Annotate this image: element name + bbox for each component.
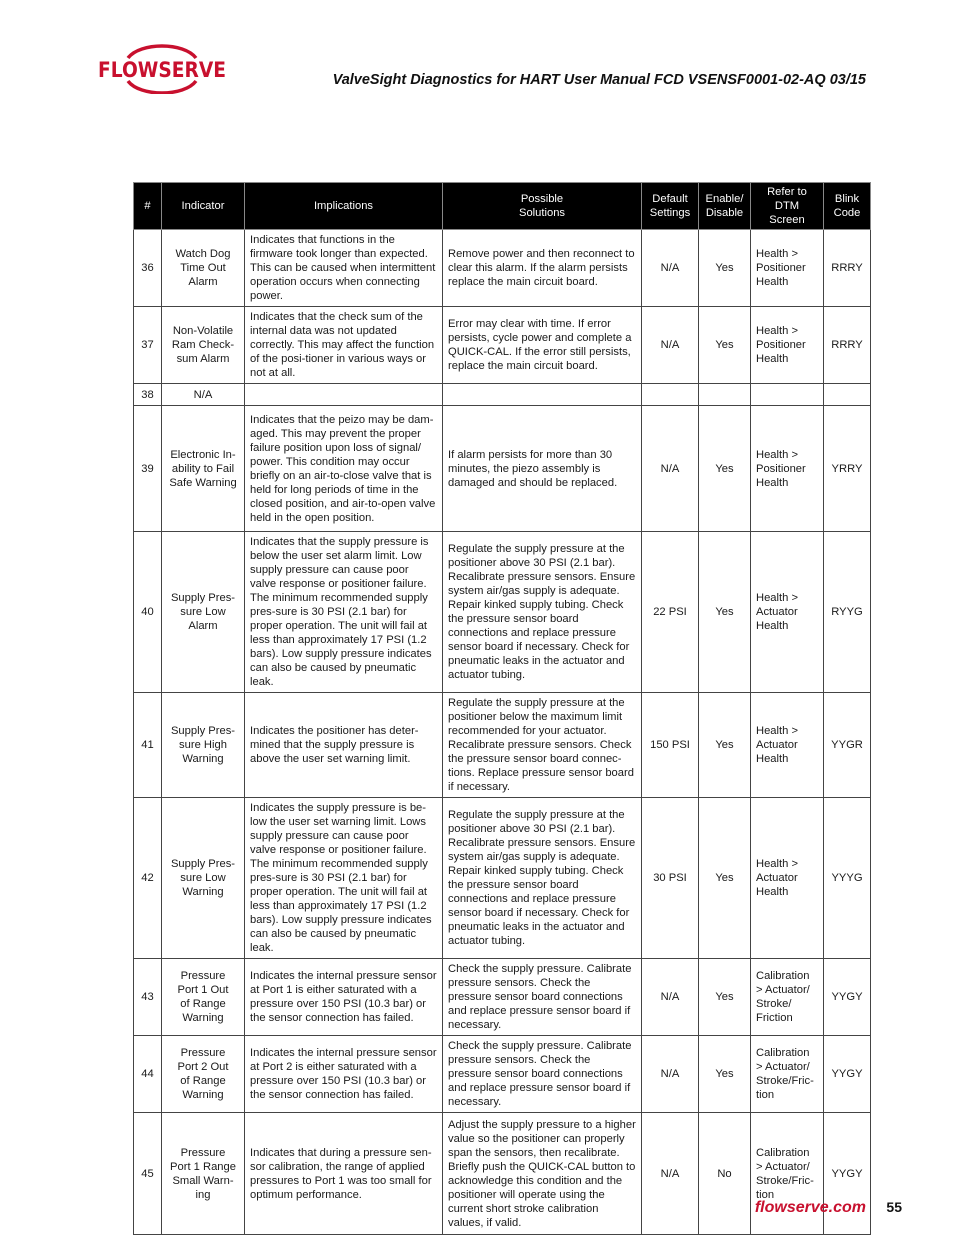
indicator-cell: Supply Pres- sure Low Warning	[162, 798, 245, 959]
default-setting-cell: N/A	[642, 959, 699, 1036]
default-setting-cell	[642, 384, 699, 406]
enable-disable-cell: Yes	[699, 1036, 751, 1113]
dtm-screen-cell	[751, 384, 824, 406]
default-setting-cell: N/A	[642, 406, 699, 532]
blink-code-cell: YYGR	[824, 693, 871, 798]
possible-solutions-cell: Check the supply pressure. Calibrate pressure sensors. Check the pressure sensor board connections and replace pressure sensor board if necessary.	[443, 959, 642, 1036]
possible-solutions-cell	[443, 384, 642, 406]
blink-code-cell: YYGY	[824, 1113, 871, 1235]
table-row	[134, 230, 871, 307]
dtm-screen-cell: Calibration > Actuator/ Stroke/Fric- tion	[751, 1113, 824, 1235]
row-number-cell: 39	[134, 406, 162, 532]
default-setting-cell: 22 PSI	[642, 532, 699, 693]
blink-code-cell: YYYG	[824, 798, 871, 959]
possible-solutions-cell: Regulate the supply pressure at the positioner above 30 PSI (2.1 bar). Recalibrate pressure sensors. Ensure system air/gas supply is adequate. Repair kinked supply tubing. Check the pressure sensor board connections and replace pressure sensor board if necessary. Check for pneumatic leaks in the actuator and actuator tubing.	[443, 798, 642, 959]
indicator-cell: Pressure Port 1 Out of Range Warning	[162, 959, 245, 1036]
implications-cell: Indicates that the peizo may be dam-aged. This may prevent the proper failure position upon loss of signal/ power. This condition may occur briefly on an air-to-close valve that is held for long periods of time in the closed position, and air-to-open valve held in the open position.	[245, 406, 443, 532]
possible-solutions-cell: Regulate the supply pressure at the positioner below the maximum limit recommended for your actuator. Recalibrate pressure sensors. Check the pressure sensor board connec-tions. Replace pressure sensor board if necessary.	[443, 693, 642, 798]
table-row	[134, 406, 871, 532]
implications-cell: Indicates that during a pressure sen-sor calibration, the range of applied pressures to Port 1 was too small for optimum performance.	[245, 1113, 443, 1235]
table-body	[134, 230, 871, 1235]
possible-solutions-cell: Check the supply pressure. Calibrate pressure sensors. Check the pressure sensor board connections and replace pressure sensor board if necessary.	[443, 1036, 642, 1113]
row-number-cell: 41	[134, 693, 162, 798]
dtm-screen-cell: Health > Positioner Health	[751, 307, 824, 384]
header-col-number: #	[134, 183, 162, 230]
dtm-screen-cell: Health > Actuator Health	[751, 532, 824, 693]
implications-cell: Indicates the positioner has deter-mined that the supply pressure is above the user set warning limit.	[245, 693, 443, 798]
implications-cell: Indicates the internal pressure sensor at Port 2 is either saturated with a pressure over 150 PSI (10.3 bar) or the sensor connection has failed.	[245, 1036, 443, 1113]
row-number-cell: 44	[134, 1036, 162, 1113]
row-number-cell: 43	[134, 959, 162, 1036]
indicator-cell: Supply Pres- sure Low Alarm	[162, 532, 245, 693]
implications-cell	[245, 384, 443, 406]
enable-disable-cell	[699, 384, 751, 406]
blink-code-cell: YYGY	[824, 1036, 871, 1113]
possible-solutions-cell: If alarm persists for more than 30 minutes, the piezo assembly is damaged and should be replaced.	[443, 406, 642, 532]
row-number-cell: 37	[134, 307, 162, 384]
footer-url[interactable]: flowserve.com	[754, 1199, 866, 1216]
blink-code-cell: YRRY	[824, 406, 871, 532]
header-col-blink-code: Blink Code	[824, 183, 871, 230]
blink-code-cell: YYGY	[824, 959, 871, 1036]
dtm-screen-cell: Calibration > Actuator/ Stroke/Fric- tion	[751, 1036, 824, 1113]
indicator-cell: Non-Volatile Ram Check- sum Alarm	[162, 307, 245, 384]
table-header-row	[134, 183, 871, 230]
enable-disable-cell: Yes	[699, 406, 751, 532]
blink-code-cell: RRRY	[824, 307, 871, 384]
indicator-cell: Supply Pres- sure High Warning	[162, 693, 245, 798]
dtm-screen-cell: Calibration > Actuator/ Stroke/ Friction	[751, 959, 824, 1036]
header-col-implications: Implications	[245, 183, 443, 230]
possible-solutions-cell: Error may clear with time. If error persists, cycle power and complete a QUICK-CAL. If the error still persists, replace the main circuit board.	[443, 307, 642, 384]
row-number-cell: 38	[134, 384, 162, 406]
dtm-screen-cell: Health > Actuator Health	[751, 798, 824, 959]
header-col-enable-disable: Enable/ Disable	[699, 183, 751, 230]
possible-solutions-cell: Remove power and then reconnect to clear this alarm. If the alarm persists replace the main circuit board.	[443, 230, 642, 307]
header-col-indicator: Indicator	[162, 183, 245, 230]
enable-disable-cell: Yes	[699, 798, 751, 959]
table-row	[134, 798, 871, 959]
table-row	[134, 693, 871, 798]
possible-solutions-cell: Adjust the supply pressure to a higher value so the positioner can properly span the sensors, then recalibrate. Briefly push the QUICK-CAL button to acknowledge this condition and the positioner will operate using the current short stroke calibration values, if valid.	[443, 1113, 642, 1235]
enable-disable-cell: Yes	[699, 230, 751, 307]
dtm-screen-cell: Health > Positioner Health	[751, 230, 824, 307]
table-row	[134, 307, 871, 384]
table-row	[134, 384, 871, 406]
indicator-cell: Pressure Port 2 Out of Range Warning	[162, 1036, 245, 1113]
default-setting-cell: N/A	[642, 307, 699, 384]
default-setting-cell: 30 PSI	[642, 798, 699, 959]
flowserve-logo	[96, 44, 230, 94]
implications-cell: Indicates that functions in the firmware took longer than expected. This can be caused when intermittent operation occurs when connecting power.	[245, 230, 443, 307]
enable-disable-cell: No	[699, 1113, 751, 1235]
diagnostics-table	[133, 182, 871, 1235]
enable-disable-cell: Yes	[699, 532, 751, 693]
implications-cell: Indicates the supply pressure is be-low the user set warning limit. Lows supply pressure can cause poor valve response or positioner failure. The minimum recommended supply pres-sure is 30 PSI (2.1 bar) for proper operation. The unit will fail at less than approximately 17 PSI (1.2 bars). Low supply pressure indicates can also be caused by pneumatic leak.	[245, 798, 443, 959]
enable-disable-cell: Yes	[699, 959, 751, 1036]
header-col-solutions: Possible Solutions	[443, 183, 642, 230]
header-col-dtm-screen: Refer to DTM Screen	[751, 183, 824, 230]
possible-solutions-cell: Regulate the supply pressure at the positioner above 30 PSI (2.1 bar). Recalibrate pressure sensors. Ensure system air/gas supply is adequate. Repair kinked supply tubing. Check the pressure sensor board connections and replace pressure sensor board if necessary. Check for pneumatic leaks in the actuator and actuator tubing.	[443, 532, 642, 693]
page-number: 55	[886, 1199, 902, 1215]
table-row	[134, 1036, 871, 1113]
implications-cell: Indicates that the supply pressure is below the user set alarm limit. Low supply pressure can cause poor valve response or positioner failure. The minimum recommended supply pres-sure is 30 PSI (2.1 bar) for proper operation. The unit will fail at less than approximately 17 PSI (1.2 bars). Low supply pressure indicates can also be caused by pneumatic leak.	[245, 532, 443, 693]
indicator-cell: Watch Dog Time Out Alarm	[162, 230, 245, 307]
row-number-cell: 36	[134, 230, 162, 307]
row-number-cell: 45	[134, 1113, 162, 1235]
implications-cell: Indicates that the check sum of the internal data was not updated correctly. This may affect the function of the posi-tioner in various ways or not at all.	[245, 307, 443, 384]
table-row	[134, 532, 871, 693]
enable-disable-cell: Yes	[699, 307, 751, 384]
dtm-screen-cell: Health > Actuator Health	[751, 693, 824, 798]
dtm-screen-cell: Health > Positioner Health	[751, 406, 824, 532]
default-setting-cell: N/A	[642, 1036, 699, 1113]
row-number-cell: 40	[134, 532, 162, 693]
default-setting-cell: 150 PSI	[642, 693, 699, 798]
indicator-cell: Pressure Port 1 Range Small Warn- ing	[162, 1113, 245, 1235]
implications-cell: Indicates the internal pressure sensor at Port 1 is either saturated with a pressure over 150 PSI (10.3 bar) or the sensor connection has failed.	[245, 959, 443, 1036]
logo-text: FLOWSERVE	[98, 58, 226, 82]
blink-code-cell: RYYG	[824, 532, 871, 693]
default-setting-cell: N/A	[642, 230, 699, 307]
indicator-cell: N/A	[162, 384, 245, 406]
blink-code-cell: RRRY	[824, 230, 871, 307]
header-col-default-settings: Default Settings	[642, 183, 699, 230]
document-title: ValveSight Diagnostics for HART User Manual FCD VSENSF0001-02-AQ 03/15	[332, 72, 866, 88]
table-row	[134, 959, 871, 1036]
default-setting-cell: N/A	[642, 1113, 699, 1235]
indicator-cell: Electronic In- ability to Fail Safe Warning	[162, 406, 245, 532]
row-number-cell: 42	[134, 798, 162, 959]
blink-code-cell	[824, 384, 871, 406]
enable-disable-cell: Yes	[699, 693, 751, 798]
